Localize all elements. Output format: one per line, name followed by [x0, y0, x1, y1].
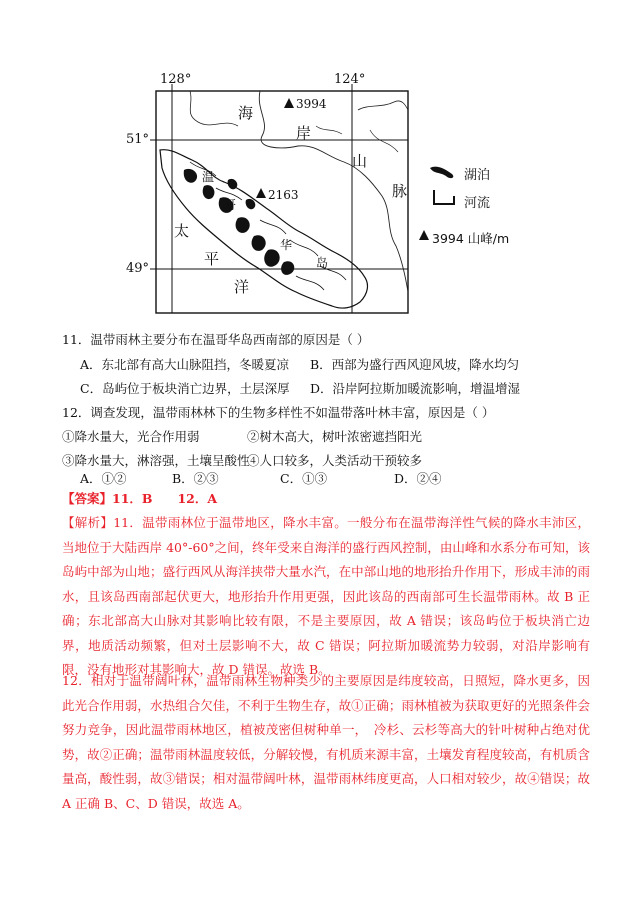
- map-label-mai: 脉: [392, 182, 408, 200]
- q12-option-d: D．②④: [394, 471, 442, 486]
- map-label-yang: 洋: [234, 278, 250, 296]
- map-label-hai: 海: [238, 104, 254, 122]
- legend-lake-label: 湖泊: [464, 168, 491, 183]
- q12-option-a: A．①②: [80, 471, 127, 486]
- analysis-12-text: 12．相对于温带阔叶林，温带雨林生物种类少的主要原因是纬度较高，日照短，降水更多，因此光合作用弱，水热组合欠佳，不利于生物生存，故①正确；雨林植被为获取更好的光照条件会努力竞争，因此温带雨林地区，植被茂密但树种单一， 冷杉、云杉等高大的针叶树种占绝对优势，故②正确；温带雨林温度较低，分解较慢，有机质来源丰富，土壤发育程度较高，有机质含量高，酸性弱，故③错误；相对温带阔叶林，温带雨林纬度更高，人口相对较少，故④错误；故 A 正确 B、C、D 错误，故选 A。: [62, 673, 590, 811]
- q12-stem: 12．调查发现，温带雨林林下的生物多样性不如温带落叶林丰富，原因是（ ）: [62, 405, 495, 420]
- q12-option-b: B．②③: [172, 471, 219, 486]
- q12-option-c: C．①③: [280, 471, 328, 486]
- q11-option-d: D．沿岸阿拉斯加暖流影响，增温增湿: [310, 381, 521, 396]
- q12-statement-2: ②树木高大，树叶浓密遮挡阳光: [247, 429, 423, 444]
- q11-option-b: B．西部为盛行西风迎风坡，降水均匀: [310, 357, 520, 372]
- q11-option-a: A．东北部有高大山脉阻挡，冬暖夏凉: [80, 357, 290, 372]
- map-label-ping: 平: [204, 250, 220, 268]
- peak-3994-marker: [284, 98, 294, 108]
- legend-peak-label: 3994 山峰/m: [432, 231, 510, 246]
- peak-legend-icon: [419, 230, 429, 240]
- lat-49-label: 49°: [126, 261, 150, 276]
- peak-2163-marker: [256, 188, 266, 198]
- q12-statement-4: ④人口较多，人类活动干预较多: [247, 453, 423, 468]
- answer-line: 【答案】11．B 12．A: [62, 491, 218, 506]
- map-frame: [156, 91, 408, 313]
- analysis-12: [62, 669, 590, 816]
- q12-statement-1: ①降水量大，光合作用弱: [62, 429, 200, 444]
- peak-3994-label: 3994: [296, 97, 327, 111]
- map-label-dao: 岛: [316, 256, 329, 270]
- map-label-shan: 山: [352, 152, 368, 170]
- legend-river-label: 河流: [464, 196, 491, 211]
- lon-124-label: 124°: [334, 72, 366, 87]
- lake-legend-icon: [430, 167, 453, 178]
- analysis-11: [62, 511, 590, 683]
- map-label-wen: 温: [202, 170, 215, 184]
- q11-option-c: C．岛屿位于板块消亡边界，土层深厚: [80, 381, 290, 396]
- analysis-11-text: 【解析】11．温带雨林位于温带地区，降水丰富。一般分布在温带海洋性气候的降水丰沛区，当地位于大陆西岸 40°-60°之间，终年受来自海洋的盛行西风控制，由山峰和水系分布可知，该岛屿中部为山地；盛行西风从海洋挟带大量水汽，在中部山地的地形抬升作用下，形成丰沛的雨水，且该岛西南部起伏更大，地形抬升作用更强，因此该岛的西南部可生长温带雨林。故 B 正确；东北部高大山脉对其影响比较有限，不是主要原因，故 A 错误；该岛屿位于板块消亡边界，地质活动频繁，但对土层影响不大，故 C 错误；阿拉斯加暖流势力较弱，对沿岸影响有限，没有地形对其影响大，故 D 错误。故选 B。: [62, 515, 590, 677]
- map-label-hua: 华: [280, 238, 293, 252]
- lon-128-label: 128°: [160, 72, 192, 87]
- map-label-tai: 太: [174, 222, 190, 240]
- q12-statement-3: ③降水量大，淋溶强，土壤呈酸性: [62, 453, 250, 468]
- map-label-an: 岸: [296, 124, 312, 142]
- peak-2163-label: 2163: [268, 188, 299, 202]
- q11-stem: 11．温带雨林主要分布在温哥华岛西南部的原因是（ ）: [62, 332, 370, 347]
- lakes: [184, 169, 295, 275]
- island-map: [120, 70, 520, 320]
- lat-51-label: 51°: [126, 132, 150, 147]
- map-label-ge: 哥: [224, 198, 237, 212]
- river-legend-icon: [434, 190, 454, 204]
